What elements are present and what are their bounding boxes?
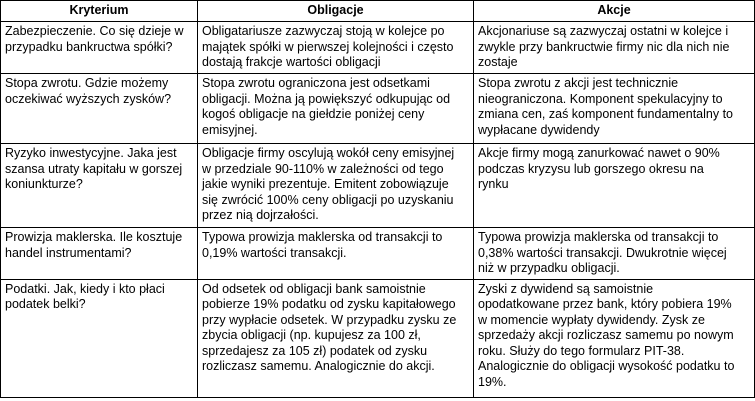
cell-text: Obligatariusze zazwyczaj stoją w kolejce po majątek spółki w pierwszej kolejności i często dostają frakcje wartości obligacji [202,24,454,69]
kryterium-cell [1,74,198,144]
cell-text: Zabezpieczenie. Co się dzieje w przypadku bankructwa spółki? [5,24,184,54]
cell-text: Od odsetek od obligacji bank samoistnie pobierze 19% podatku od zysku kapitałowego przy wypłacie odsetek. W przypadku zysku ze zbycia obligacji (np. kupujesz za 100 zł, sprzedajesz za 105 zł) podatek od zysku rozliczasz samemu. Analogicznie do akcji. [202,281,457,373]
kryterium-cell [1,279,198,397]
obligacje-cell [198,228,474,280]
kryterium-cell [1,22,198,74]
table-row [1,279,755,397]
akcje-cell [474,279,755,397]
akcje-cell [474,22,755,74]
obligacje-cell [198,279,474,397]
cell-text: Podatki. Jak, kiedy i kto płaci podatek belki? [5,281,165,311]
table-row [1,74,755,144]
obligacje-cell [198,22,474,74]
akcje-cell [474,144,755,228]
cell-text: Typowa prowizja maklerska od transakcji to 0,19% wartości transakcji. [202,230,443,260]
cell-text: Stopa zwrotu z akcji jest technicznie nieograniczona. Komponent spekulacyjny to zmiana cen, zaś komponent fundamentalny to wypłacane dywidendy [478,76,734,137]
header-akcje: Akcje [474,1,755,22]
cell-text: Stopa zwrotu. Gdzie możemy oczekiwać wyższych zysków? [5,76,172,106]
obligacje-cell [198,144,474,228]
akcje-cell [474,228,755,280]
cell-text: Obligacje firmy oscylują wokół ceny emisyjnej w przedziale 90-110% w zależności od tego jakie wyniki prezentuje. Emitent zobowiązuje się zwrócić 100% ceny obligacji po uzyskaniu przez nią dojrzałości. [202,146,455,222]
kryterium-cell [1,228,198,280]
cell-text: Stopa zwrotu ograniczona jest odsetkami obligacji. Można ją powiększyć odkupując od kogoś obligacje na giełdzie poniżej ceny emisyjnej. [202,76,451,137]
table-row [1,144,755,228]
header-row [1,1,755,22]
akcje-cell [474,74,755,144]
cell-text: Prowizja maklerska. Ile kosztuje handel instrumentami? [5,230,183,260]
header-obligacje: Obligacje [198,1,474,22]
table-row [1,228,755,280]
cell-text: Zyski z dywidend są samoistnie opodatkowane przez bank, który pobiera 19% w momencie wypłaty dywidendy. Zysk ze sprzedaży akcji rozliczasz samemu po nowym roku. Służy do tego formularz PIT-38. Analogicznie do obligacji wysokość podatku to 19%. [478,281,735,389]
cell-text: Ryzyko inwestycyjne. Jaka jest szansa utraty kapitału w gorszej koniunkturze? [5,146,183,191]
table-row [1,22,755,74]
cell-text: Typowa prowizja maklerska od transakcji to 0,38% wartości transakcji. Dwukrotnie więcej niż w przypadku obligacji. [478,230,727,275]
cell-text: Akcje firmy mogą zanurkować nawet o 90% podczas kryzysu lub gorszego okresu na rynku [478,146,720,191]
obligacje-cell [198,74,474,144]
kryterium-cell [1,144,198,228]
cell-text: Akcjonariuse są zazwyczaj ostatni w kolejce i zwykle przy bankructwie firmy nic dla nich nie zostaje [478,24,730,69]
header-kryterium: Kryterium [1,1,198,22]
